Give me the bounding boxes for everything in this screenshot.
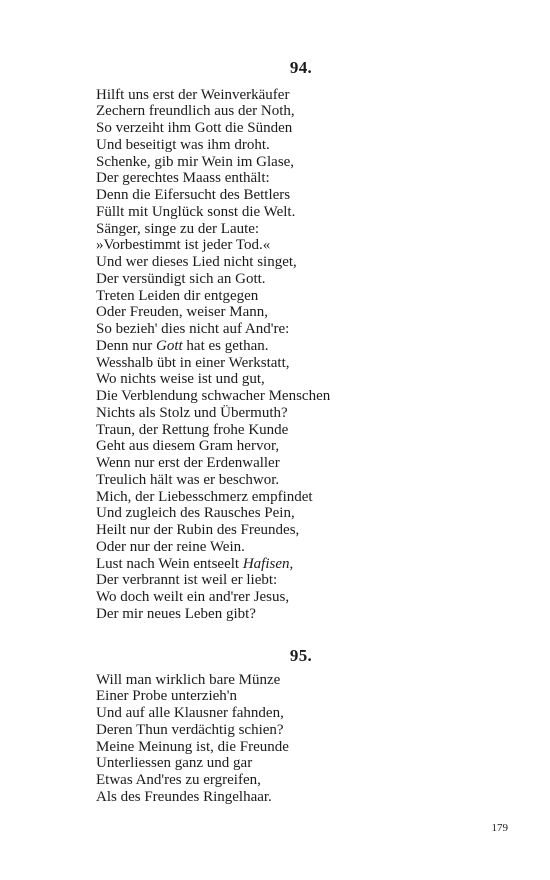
poem-line: Und zugleich des Rausches Pein, [96, 505, 295, 522]
poem-line: Deren Thun verdächtig schien? [96, 721, 284, 738]
emphasized-word: Gott [156, 337, 183, 354]
emphasized-word: Hafisen [242, 555, 290, 572]
poem-line: Wesshalb übt in einer Werkstatt, [96, 354, 290, 371]
poem-line: Wo doch weilt ein and'rer Jesus, [96, 589, 290, 606]
poem-line: Geht aus diesem Gram hervor, [96, 438, 280, 455]
line-segment: Lust nach Wein entseelt [96, 555, 243, 572]
poem-line: Oder nur der reine Wein. [96, 538, 245, 555]
line-segment: , [289, 555, 294, 572]
poem-line: Der versündigt sich an Gott. [96, 270, 266, 287]
poem-line: Oder Freuden, weiser Mann, [96, 304, 269, 321]
poem-number-heading: 94. [289, 58, 313, 77]
poem-line: Zechern freundlich aus der Noth, [96, 103, 295, 120]
page-number: 179 [491, 822, 508, 834]
line-segment: Denn nur [96, 337, 156, 354]
poem-line: Und beseitigt was ihm droht. [96, 136, 270, 153]
poem-line: »Vorbestimmt ist jeder Tod.« [96, 237, 271, 254]
poem-text [96, 87, 506, 623]
poem-line: Der mir neues Leben gibt? [96, 605, 256, 622]
poem-line: Traun, der Rettung frohe Kunde [96, 421, 289, 438]
poem-line: Unterliessen ganz und gar [96, 755, 253, 772]
poem-line: Einer Probe unterzieh'n [96, 688, 237, 705]
poem-line: Denn die Eifersucht des Bettlers [96, 187, 291, 204]
poem-line: Wo nichts weise ist und gut, [96, 371, 265, 388]
poem-line: Und auf alle Klausner fahnden, [96, 705, 284, 722]
poem-text [96, 672, 506, 806]
poem-line: Der verbrannt ist weil er liebt: [96, 572, 278, 589]
poem-line: Heilt nur der Rubin des Freundes, [96, 522, 300, 539]
poem-line [96, 556, 506, 573]
poem-line: Als des Freundes Ringelhaar. [96, 788, 272, 805]
line-segment: hat es gethan. [182, 337, 269, 354]
poem-line: Nichts als Stolz und Übermuth? [96, 404, 288, 421]
poem-line: Sänger, singe zu der Laute: [96, 220, 260, 237]
poem-line: Und wer dieses Lied nicht singet, [96, 254, 297, 271]
poem-line: Wenn nur erst der Erdenwaller [96, 455, 280, 472]
poem-line: Will man wirklich bare Münze [96, 671, 281, 688]
poem-line: Die Verblendung schwacher Menschen [96, 388, 331, 405]
poem-line: Füllt mit Unglück sonst die Welt. [96, 203, 296, 220]
poem-line: Meine Meinung ist, die Freunde [96, 738, 289, 755]
poem-line: Mich, der Liebesschmerz empfindet [96, 488, 313, 505]
poem-line: Hilft uns erst der Weinverkäufer [96, 86, 290, 103]
poem-line: Treten Leiden dir entgegen [96, 287, 259, 304]
poem-line: Der gerechtes Maass enthält: [96, 170, 270, 187]
poem-line: Etwas And'res zu ergreifen, [96, 772, 261, 789]
poem-number-heading: 95. [289, 646, 313, 665]
poem-line: Schenke, gib mir Wein im Glase, [96, 153, 295, 170]
poem-line: Treulich hält was er beschwor. [96, 471, 280, 488]
poem-line [96, 338, 506, 355]
poem-line: So verzeiht ihm Gott die Sünden [96, 120, 293, 137]
poem-line: So bezieh' dies nicht auf And're: [96, 321, 290, 338]
